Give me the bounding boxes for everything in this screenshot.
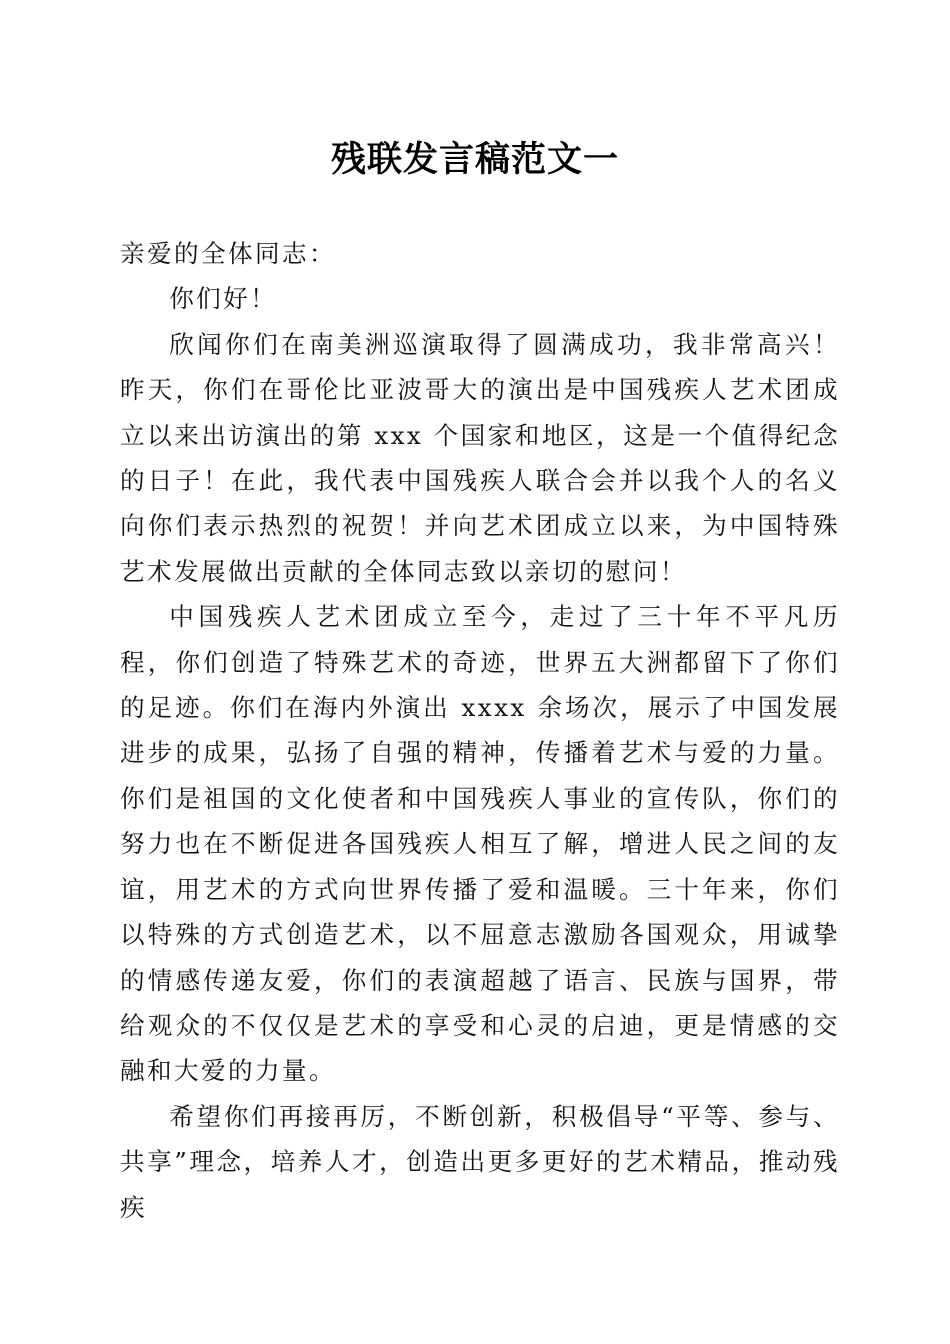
greeting: 你们好！	[169, 284, 278, 314]
salutation: 亲爱的全体同志：	[120, 239, 336, 268]
paragraph: 希望你们再接再厉，不断创新，积极倡导“平等、参与、共享”理念，培养人才，创造出更多更好的艺术精品，推动残疾	[120, 1101, 840, 1222]
paragraph: 中国残疾人艺术团成立至今，走过了三十年不平凡历程，你们创造了特殊艺术的奇迹，世界五大洲都留下了你们的足迹。你们在海内外演出 xxxx 余场次，展示了中国发展进步的成果，弘扬了自强的精神，传播着艺术与爱的力量。你们是祖国的文化使者和中国残疾人事业的宣传队，你们的努力也在不断促进各国残疾人相互了解，增进人民之间的友谊，用艺术的方式向世界传播了爱和温暖。三十年来，你们以特殊的方式创造艺术，以不屈意志激励各国观众，用诚挚的情感传递友爱，你们的表演超越了语言、民族与国界，带给观众的不仅仅是艺术的享受和心灵的启迪，更是情感的交融和大爱的力量。	[120, 602, 840, 1086]
document-body	[120, 231, 840, 1230]
paragraph: 欣闻你们在南美洲巡演取得了圆满成功，我非常高兴！昨天，你们在哥伦比亚波哥大的演出是中国残疾人艺术团成立以来出访演出的第 xxx 个国家和地区，这是一个值得纪念的日子！在此，我代表中国残疾人联合会并以我个人的名义向你们表示热烈的祝贺！并向艺术团成立以来，为中国特殊艺术发展做出贡献的全体同志致以亲切的慰问！	[120, 329, 840, 586]
document-title: 残联发言稿范文一	[330, 139, 619, 180]
